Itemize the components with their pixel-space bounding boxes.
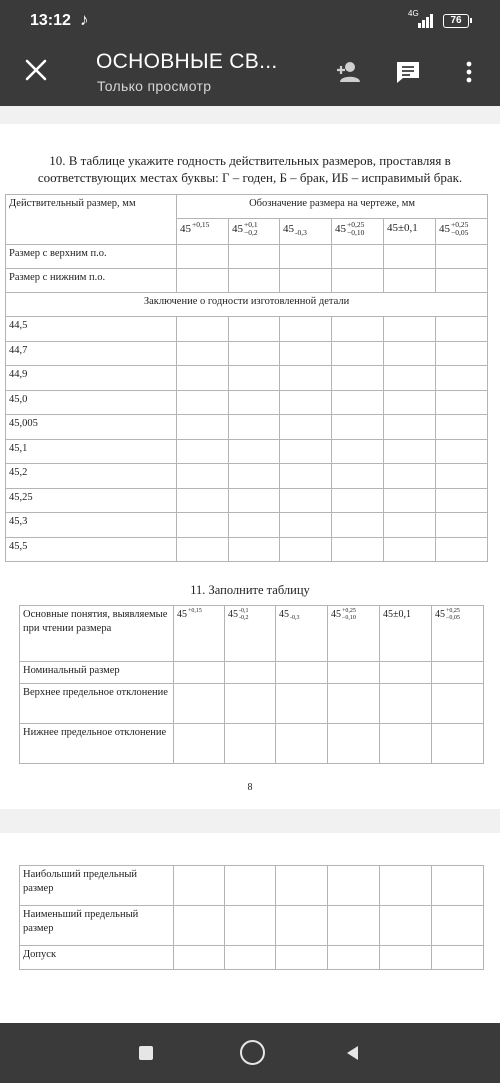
row-label: Наименьший предельный размер: [20, 906, 174, 946]
app-bar: [0, 44, 500, 106]
answer-cell[interactable]: [384, 464, 436, 489]
table-row: [6, 269, 488, 293]
answer-cell[interactable]: [280, 415, 332, 440]
concepts-header: Основные понятия, выявляемые при чтении размера: [20, 606, 174, 662]
answer-cell[interactable]: [436, 415, 488, 440]
answer-cell[interactable]: [174, 906, 225, 946]
answer-cell[interactable]: [225, 906, 276, 946]
answer-cell[interactable]: [432, 662, 484, 684]
task-10-table: [5, 194, 488, 562]
answer-cell[interactable]: [280, 439, 332, 464]
answer-cell[interactable]: [229, 537, 280, 562]
answer-cell[interactable]: [328, 946, 380, 970]
answer-cell[interactable]: [177, 513, 229, 538]
answer-cell[interactable]: [432, 946, 484, 970]
row-label: 45,0: [6, 390, 177, 415]
actual-size-header: Действительный размер, мм: [6, 195, 177, 245]
answer-cell[interactable]: [229, 317, 280, 342]
size-designation: 45±0,1: [384, 219, 436, 245]
navigation-bar: [0, 1023, 500, 1083]
size-designation: 45±0,1: [380, 606, 432, 662]
size-designation: 45 -0,1 -0,2: [225, 606, 276, 662]
row-label: 45,5: [6, 537, 177, 562]
answer-cell[interactable]: [177, 439, 229, 464]
document-page: [0, 124, 500, 809]
conclusion-header: Заключение о годности изготовленной детали: [6, 293, 488, 317]
document-title: ОСНОВНЫЕ СВ...: [96, 50, 278, 73]
answer-cell[interactable]: [174, 684, 225, 724]
task-11-table: [19, 605, 484, 764]
size-designation: 45 +0,25 −0,05: [436, 219, 488, 245]
answer-cell[interactable]: [276, 866, 328, 906]
answer-cell[interactable]: [380, 724, 432, 764]
answer-cell[interactable]: [328, 684, 380, 724]
page-number: 8: [247, 782, 253, 793]
answer-cell[interactable]: [328, 866, 380, 906]
task-11-table-continued: [19, 865, 484, 970]
row-label: 44,9: [6, 366, 177, 391]
answer-cell[interactable]: [280, 464, 332, 489]
answer-cell[interactable]: [276, 662, 328, 684]
row-label: 44,7: [6, 341, 177, 366]
answer-cell[interactable]: [276, 906, 328, 946]
answer-cell[interactable]: [174, 946, 225, 970]
table-row: [6, 245, 488, 269]
table-row: [6, 366, 488, 391]
table-row: [6, 513, 488, 538]
answer-cell[interactable]: [332, 341, 384, 366]
close-icon[interactable]: [22, 56, 50, 84]
answer-cell[interactable]: [229, 439, 280, 464]
network-type: 4G: [408, 9, 419, 18]
table-row: [6, 464, 488, 489]
answer-cell[interactable]: [332, 537, 384, 562]
table-row: [20, 662, 484, 684]
answer-cell[interactable]: [177, 537, 229, 562]
answer-cell[interactable]: [384, 488, 436, 513]
answer-cell[interactable]: [384, 366, 436, 391]
size-designation: 45 +0,15: [177, 219, 229, 245]
table-row: [6, 390, 488, 415]
size-designation: 45 -0,3: [280, 219, 332, 245]
answer-cell[interactable]: [177, 488, 229, 513]
table-row: [6, 488, 488, 513]
table-row: [6, 415, 488, 440]
table-row: [20, 724, 484, 764]
document-page: [0, 833, 500, 1023]
answer-cell[interactable]: [328, 724, 380, 764]
row-label: 45,005: [6, 415, 177, 440]
row-label: 45,3: [6, 513, 177, 538]
answer-cell[interactable]: [384, 415, 436, 440]
table-row: [20, 906, 484, 946]
table-row: [20, 684, 484, 724]
answer-cell[interactable]: [225, 724, 276, 764]
answer-cell[interactable]: [177, 464, 229, 489]
status-bar: [0, 0, 500, 44]
answer-cell[interactable]: [332, 366, 384, 391]
answer-cell[interactable]: [225, 662, 276, 684]
answer-cell[interactable]: [229, 488, 280, 513]
row-label: 45,25: [6, 488, 177, 513]
answer-cell[interactable]: [280, 341, 332, 366]
row-label: Нижнее предельное отклонение: [20, 724, 174, 764]
answer-cell[interactable]: [225, 946, 276, 970]
home-icon[interactable]: [240, 1040, 265, 1065]
answer-cell[interactable]: [229, 341, 280, 366]
row-label: 45,2: [6, 464, 177, 489]
table-row: [6, 317, 488, 342]
answer-cell[interactable]: [432, 906, 484, 946]
answer-cell[interactable]: [332, 415, 384, 440]
row-label: Верхнее предельное отклонение: [20, 684, 174, 724]
answer-cell[interactable]: [436, 366, 488, 391]
tiktok-notification-icon: ♪: [80, 10, 89, 29]
size-designation: 45 +0,25 −0,05: [432, 606, 484, 662]
answer-cell[interactable]: [436, 537, 488, 562]
size-designation-header: Обозначение размера на чертеже, мм: [177, 195, 488, 219]
table-row: [6, 341, 488, 366]
row-label: Размер с верхним п.о.: [6, 245, 177, 269]
answer-cell[interactable]: [225, 684, 276, 724]
table-row: [6, 439, 488, 464]
answer-cell[interactable]: [436, 390, 488, 415]
more-options-icon[interactable]: [455, 58, 483, 86]
size-designation: 45 +0,25 −0,10: [328, 606, 380, 662]
back-icon[interactable]: [345, 1045, 361, 1061]
answer-cell[interactable]: [332, 464, 384, 489]
answer-cell[interactable]: [436, 439, 488, 464]
answer-cell[interactable]: [276, 684, 328, 724]
answer-cell[interactable]: [177, 415, 229, 440]
answer-cell[interactable]: [280, 513, 332, 538]
answer-cell[interactable]: [436, 317, 488, 342]
answer-cell[interactable]: [229, 390, 280, 415]
answer-cell[interactable]: [177, 341, 229, 366]
answer-cell[interactable]: [229, 366, 280, 391]
answer-cell[interactable]: [380, 684, 432, 724]
answer-cell[interactable]: [332, 488, 384, 513]
answer-cell[interactable]: [174, 662, 225, 684]
answer-cell[interactable]: [380, 866, 432, 906]
battery-icon: 76: [443, 14, 469, 28]
answer-cell[interactable]: [280, 537, 332, 562]
answer-cell[interactable]: [384, 513, 436, 538]
row-label: 45,1: [6, 439, 177, 464]
task-10-title: 10. В таблице укажите годность действительных размеров, проставляя в соответствующих местах буквы: Г – годен, Б – брак, ИБ – исправимый брак.: [37, 153, 463, 185]
answer-cell[interactable]: [380, 662, 432, 684]
answer-cell[interactable]: [436, 464, 488, 489]
row-label: Допуск: [20, 946, 174, 970]
answer-cell[interactable]: [328, 662, 380, 684]
answer-cell[interactable]: [174, 866, 225, 906]
answer-cell[interactable]: [229, 415, 280, 440]
answer-cell[interactable]: [332, 390, 384, 415]
answer-cell[interactable]: [384, 537, 436, 562]
answer-cell[interactable]: [432, 866, 484, 906]
task-11-title: 11. Заполните таблицу: [190, 583, 310, 597]
answer-cell[interactable]: [384, 390, 436, 415]
answer-cell[interactable]: [332, 513, 384, 538]
size-designation: 45 +0,15: [174, 606, 225, 662]
signal-icon: [418, 14, 436, 28]
answer-cell[interactable]: [380, 946, 432, 970]
answer-cell[interactable]: [177, 390, 229, 415]
answer-cell[interactable]: [276, 724, 328, 764]
row-label: Наибольший предельный размер: [20, 866, 174, 906]
answer-cell[interactable]: [384, 317, 436, 342]
table-row: [20, 946, 484, 970]
answer-cell[interactable]: [280, 366, 332, 391]
answer-cell[interactable]: [280, 390, 332, 415]
view-mode-label: Только просмотр: [97, 78, 212, 94]
answer-cell[interactable]: [229, 464, 280, 489]
answer-cell[interactable]: [380, 906, 432, 946]
answer-cell[interactable]: [225, 866, 276, 906]
row-label: Размер с нижним п.о.: [6, 269, 177, 293]
answer-cell[interactable]: [332, 317, 384, 342]
answer-cell[interactable]: [436, 488, 488, 513]
answer-cell[interactable]: [432, 724, 484, 764]
table-row: [6, 537, 488, 562]
answer-cell[interactable]: [432, 684, 484, 724]
answer-cell[interactable]: [436, 341, 488, 366]
comment-icon[interactable]: [394, 58, 422, 86]
answer-cell[interactable]: [280, 317, 332, 342]
answer-cell[interactable]: [328, 906, 380, 946]
answer-cell[interactable]: [384, 439, 436, 464]
document-viewer[interactable]: [0, 106, 500, 1023]
answer-cell[interactable]: [436, 513, 488, 538]
answer-cell[interactable]: [174, 724, 225, 764]
size-designation: 45 +0,25 −0,10: [332, 219, 384, 245]
answer-cell[interactable]: [332, 439, 384, 464]
add-person-icon[interactable]: [333, 58, 361, 86]
answer-cell[interactable]: [276, 946, 328, 970]
status-time: 13:12: [30, 12, 71, 29]
size-designation: 45 +0,1 −0,2: [229, 219, 280, 245]
answer-cell[interactable]: [177, 317, 229, 342]
answer-cell[interactable]: [280, 488, 332, 513]
row-label: 44,5: [6, 317, 177, 342]
answer-cell[interactable]: [177, 366, 229, 391]
row-label: Номинальный размер: [20, 662, 174, 684]
answer-cell[interactable]: [229, 513, 280, 538]
size-designation: 45 -0,3: [276, 606, 328, 662]
table-row: [20, 866, 484, 906]
answer-cell[interactable]: [384, 341, 436, 366]
recent-apps-icon[interactable]: [139, 1046, 153, 1060]
